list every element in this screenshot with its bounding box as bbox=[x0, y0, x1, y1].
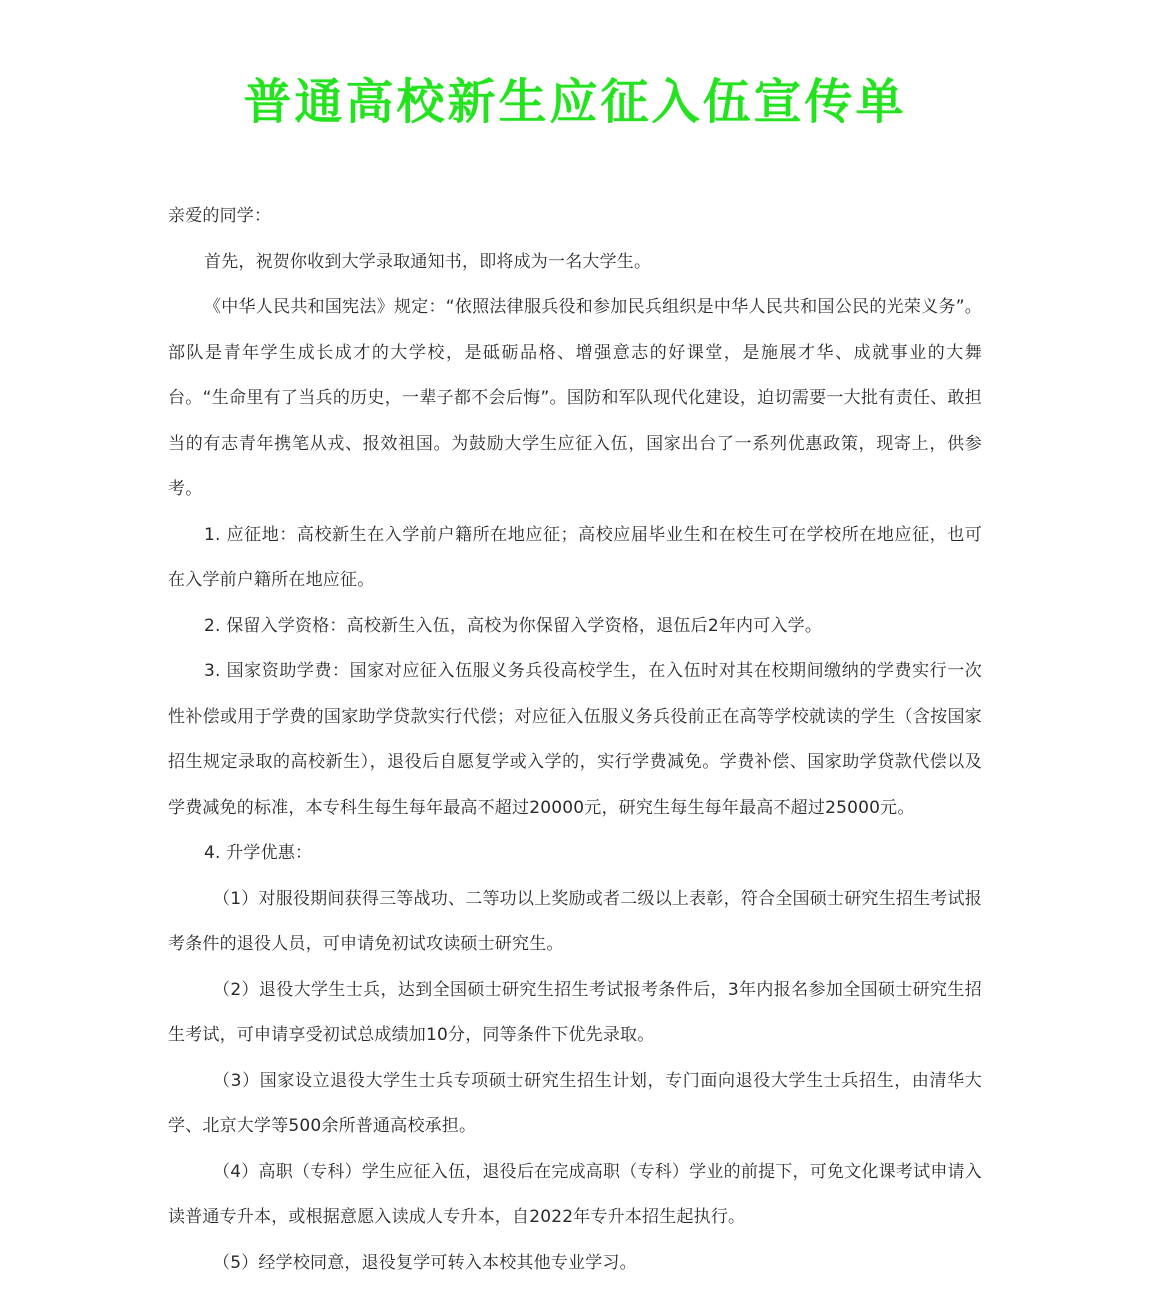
leaflet-title: 普通高校新生应征入伍宣传单 bbox=[243, 74, 907, 130]
paragraph-constitution: 《中华人民共和国宪法》规定：“依照法律服兵役和参加民兵组织是中华人民共和国公民的光荣义务”。部队是青年学生成长成才的大学校，是砥砺品格、增强意志的好课堂，是施展才华、成就事业的大舞台。“生命里有了当兵的历史，一辈子都不会后悔”。国防和军队现代化建设，迫切需要一大批有责任、敢担当的有志青年携笔从戎、报效祖国。为鼓励大学生应征入伍，国家出台了一系列优惠政策，现寄上，供参考。 bbox=[168, 297, 982, 499]
greeting: 亲爱的同学： bbox=[168, 206, 272, 226]
further-study-item-2: （2）退役大学生士兵，达到全国硕士研究生招生考试报考条件后，3年内报名参加全国硕士研究生招生考试，可申请享受初试总成绩加10分，同等条件下优先录取。 bbox=[168, 979, 982, 1045]
paragraph-congrats: 首先，祝贺你收到大学录取通知书，即将成为一名大学生。 bbox=[204, 251, 652, 272]
policy-enlistment-place: 1. 应征地：高校新生在入学前户籍所在地应征；高校应届毕业生和在校生可在学校所在地应征，也可在入学前户籍所在地应征。 bbox=[168, 524, 982, 590]
policy-further-study-heading: 4. 升学优惠： bbox=[204, 843, 313, 863]
policy-tuition-aid: 3. 国家资助学费：国家对应征入伍服义务兵役高校学生，在入伍时对其在校期间缴纳的学费实行一次性补偿或用于学费的国家助学贷款实行代偿；对应征入伍服义务兵役前正在高等学校就读的学生（含按国家招生规定录取的高校新生），退役后自愿复学或入学的，实行学费减免。学费补偿、国家助学贷款代偿以及学费减免的标准，本专科生每生每年最高不超过20000元，研究生每生每年最高不超过25000元。 bbox=[168, 661, 982, 818]
further-study-item-1: （1）对服役期间获得三等战功、二等功以上奖励或者二级以上表彰，符合全国硕士研究生招生考试报考条件的退役人员，可申请免初试攻读硕士研究生。 bbox=[168, 888, 982, 954]
leaflet-body bbox=[168, 194, 982, 1286]
further-study-item-4: （4）高职（专科）学生应征入伍，退役后在完成高职（专科）学业的前提下，可免文化课考试申请入读普通专升本，或根据意愿入读成人专升本，自2022年专升本招生起执行。 bbox=[168, 1161, 982, 1227]
further-study-item-3: （3）国家设立退役大学生士兵专项硕士研究生招生计划，专门面向退役大学生士兵招生，由清华大学、北京大学等500余所普通高校承担。 bbox=[168, 1070, 982, 1136]
policy-reserve-admission: 2. 保留入学资格：高校新生入伍，高校为你保留入学资格，退伍后2年内可入学。 bbox=[204, 615, 823, 636]
further-study-item-5: （5）经学校同意，退役复学可转入本校其他专业学习。 bbox=[213, 1252, 637, 1273]
